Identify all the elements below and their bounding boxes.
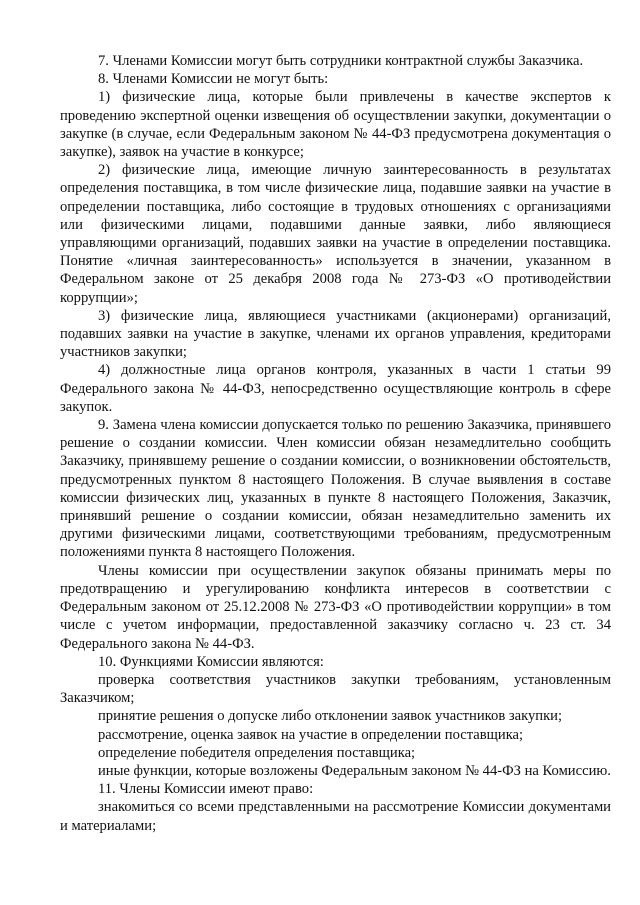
paragraph-11-heading: 11. Члены Комиссии имеют право: [98,781,314,798]
paragraph-11-item-1: знакомиться со всеми представленными на рассмотрение Комиссии документами и материалами; [60,799,611,834]
paragraph-10-item-4: определение победителя определения поставщика; [98,744,416,761]
paragraph-10-heading: 10. Функциями Комиссии являются: [98,653,324,670]
paragraph-10-item-3: рассмотрение, оценка заявок на участие в определении поставщика; [98,726,524,743]
paragraph-9: 9. Замена члена комиссии допускается только по решению Заказчика, принявшего решение о создании комиссии. Член комиссии обязан незамедлительно сообщить Заказчику, принявшему решение о создании комиссии, о возникновении обстоятельств, предусмотренных пунктом 8 настоящего Положения. В случае выявления в составе комиссии физических лиц, указанных в пункте 8 настоящего Положения, Заказчик, принявший решение о создании комиссии, обязан незамедлительно заменить их другими физическими лицами, соответствующими требованиям, предусмотренным положениями пункта 8 настоящего Положения. [60,417,611,561]
document-page [60,52,611,835]
paragraph-conflict-of-interest: Члены комиссии при осуществлении закупок обязаны принимать меры по предотвращению и урегулированию конфликта интересов в соответствии с Федеральным законом от 25.12.2008 № 273-ФЗ «О противодействии коррупции» в том числе с учетом информации, предоставленной заказчику согласно ч. 23 ст. 34 Федерального закона № 44-ФЗ. [60,562,611,652]
paragraph-8-item-3: 3) физические лица, являющиеся участниками (акционерами) организаций, подавших заявки на участие в закупке, членами их органов управления, кредиторами участников закупки; [60,307,611,361]
paragraph-8-item-2: 2) физические лица, имеющие личную заинтересованность в результатах определения поставщика, в том числе физические лица, подавшие заявки на участие в определении поставщика, либо состоящие в трудовых отношениях с организациями или физическими лицами, подавшими данные заявки, либо являющиеся управляющими организаций, подавших заявки на участие в определении поставщика. Понятие «личная заинтересованность» используется в значении, указанном в Федеральном законе от 25 декабря 2008 года № 273-ФЗ «О противодействии коррупции»; [60,162,611,306]
paragraph-10-item-1: проверка соответствия участников закупки требованиям, установленным Заказчиком; [60,671,611,707]
paragraph-8-item-1: 1) физические лица, которые были привлечены в качестве экспертов к проведению экспертной оценки извещения об осуществлении закупки, документации о закупке (в случае, если Федеральным законом № 44-ФЗ предусмотрена документация о закупке), заявок на участие в конкурсе; [60,89,611,161]
paragraph-10-item-2: принятие решения о допуске либо отклонении заявок участников закупки; [98,708,563,725]
paragraph-8-item-4: 4) должностные лица органов контроля, указанных в части 1 статьи 99 Федерального закона № 44-ФЗ, непосредственно осуществляющие контроль в сфере закупок. [60,362,611,415]
paragraph-10-item-5: иные функции, которые возложены Федеральным законом № 44-ФЗ на Комиссию. [98,762,611,779]
paragraph-8-heading: 8. Членами Комиссии не могут быть: [98,71,329,88]
paragraph-7: 7. Членами Комиссии могут быть сотрудники контрактной службы Заказчика. [98,53,584,69]
